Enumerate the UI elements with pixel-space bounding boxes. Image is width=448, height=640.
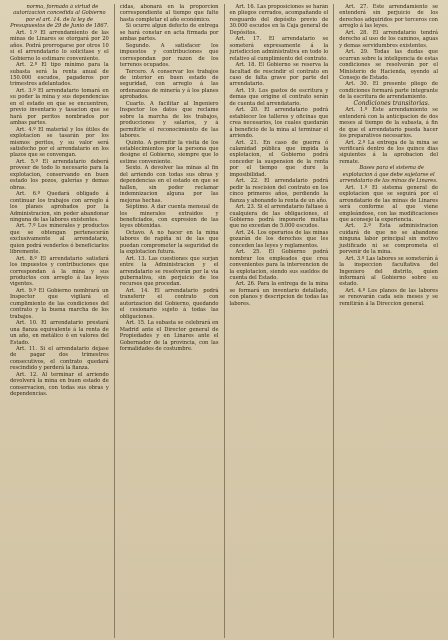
paragraph: Art. 9.º El Gobierno nombrará un Inspector que vigilará el cumplimiento de las condiciones del contrato y la buena marcha de los trabajos. [10, 287, 109, 320]
paragraph: Séptimo. A dar cuenta mensual de los minerales extraidos y beneficiados, con expresion de las leyes obtenidas. [119, 204, 219, 230]
paragraph: Art. 14. El arrendatario podrá transferir el contrato con autorizacion del Gobierno, quedando el cesionario sujeto á todas las obligaciones. [119, 287, 219, 320]
paragraph: Art. 1.º El arrendamiento de las minas de Linares se otorgará por 20 años. Podrá prorrogarse por otros 10 si el arrendatario lo solicitase y el Gobierno lo estimare conveniente. [10, 29, 109, 62]
column-4 [333, 4, 443, 638]
column-3 [224, 4, 334, 638]
paragraph: Art. 5.º El arrendatario deberá proveer de todo lo necesario para la explotacion, conservando en buen estado los pozos, galerías y demas obras. [10, 158, 109, 191]
paragraph: Art. 13. Las cuestiones que surjan entre la Administracion y el arrendatario se resolverán por la via gubernativa, sin perjuicio de los recursos que procedan. [119, 255, 219, 288]
paragraph: Art. 12. Al terminar el arriendo devolverá la mina en buen estado de conservacion, con todas sus obras y dependencias. [10, 371, 109, 398]
paragraph: Art. 21. En caso de guerra ó calamidad pública que impida la explotacion, el Gobierno podrá conceder la suspension de la renta por el tiempo que dure la imposibilidad. [229, 139, 329, 178]
section-title-bases: Bases para el sistema de explotacion á que debe sujetarse el arrendatario de las minas de Linares. [339, 165, 438, 185]
paragraph: Cuarto. A facilitar al Ingeniero Inspector los datos que reclame sobre la marcha de los trabajos, producciones y salarios, y á permitirle el reconocimiento de las labores. [119, 100, 219, 140]
paragraph: Art. 25. El Gobierno podrá nombrar los empleados que crea convenientes para la intervencion de la explotacion, siendo sus sueldos de cuenta del Estado. [229, 249, 329, 282]
paragraph: Art. 20. El arrendatario podrá establecer los talleres y oficinas que crea necesarios, los cuales quedarán á beneficio de la mina al terminar el arriendo. [229, 107, 329, 140]
paragraph: Art. 29. Todas las dudas que ocurran sobre la inteligencia de estas condiciones se resolverán por el Ministerio de Hacienda, oyendo al Consejo de Estado. [339, 49, 438, 81]
paragraph: Art. 17. El arrendatario se someterá expresamente á la jurisdiccion administrativa en todo lo relativo al cumplimiento del contrato. [229, 36, 329, 62]
column-1 [5, 4, 114, 638]
section-title-transitory: Condiciones transitorias. [353, 99, 430, 107]
column-2 [114, 4, 224, 638]
paragraph: Art. 11. Si el arrendatario dejase de pagar dos trimestres consecutivos, el contrato quedará rescindido y perderá la fianza. [10, 346, 109, 372]
text-columns [5, 4, 443, 638]
paragraph: Art. 3.º El arrendatario tomará en su poder la mina y sus dependencias en el estado en que se encuentren, previo inventario y tasacion que se hará por peritos nombrados por ambas partes. [10, 87, 109, 127]
paragraph: Art. 3.º Las labores se someterán á la inspeccion facultativa del Ingeniero del distrito, quien informará al Gobierno sobre su estado. [339, 255, 438, 288]
paragraph: Sexto. A devolver las minas al fin del arriendo con todas sus obras y dependencias en el estado en que se hallen, sin poder reclamar indemnizacion alguna por las mejoras hechas. [119, 165, 219, 204]
paragraph: Art. 2.º El tipo mínimo para la subasta será la renta anual de 150.000 escudos, pagaderos por trimestres adelantados. [10, 62, 109, 88]
paragraph: Art. 1.º El sistema general de explotacion que se seguirá por el arrendatario de las minas de Linares será conforme al que viene empleándose, con las modificaciones que aconseje la experiencia. [339, 184, 438, 223]
paragraph: Art. 2.º La entrega de la mina se verificará dentro de los quince dias siguientes á la aprobacion del remate. [339, 139, 438, 165]
paragraph: Art. 23. Si el arrendatario faltase á cualquiera de las obligaciones, el Gobierno podrá imponerle multas que no excedan de 5.000 escudos. [229, 204, 329, 230]
paragraph: Art. 7.º Los minerales y productos que se obtengan pertenecerán exclusivamente al arrendatario, quien podrá venderlos ó beneficiarlos libremente. [10, 223, 109, 256]
paragraph: Art. 22. El arrendatario podrá pedir la rescision del contrato en los cinco primeros años, perdiendo la fianza y abonando la renta de un año. [229, 178, 329, 204]
paragraph: Art. 27. Este arrendamiento se entenderá sin perjuicio de los derechos adquiridos por terceros con arreglo á las leyes. [339, 4, 438, 30]
paragraph: Art. 19. Los gastos de escritura y demas que origine el contrato serán de cuenta del arrendatario. [229, 87, 329, 107]
paragraph: Art. 6.º Quedará obligado á continuar los trabajos con arreglo á los planes aprobados por la Administracion, sin poder abandonar ninguna de las labores existentes. [10, 191, 109, 223]
paragraph: Art. 8.º El arrendatario satisfará los impuestos y contribuciones que correspondan á la mina y sus productos con arreglo á las leyes vigentes. [10, 255, 109, 288]
paragraph: Art. 1.º Este arrendamiento se entenderá con la anticipacion de dos meses al tiempo de la subasta, á fin de que el arrendatario pueda hacer los preparativos necesarios. [339, 107, 438, 140]
paragraph: Tercero. A conservar los trabajos de interior en buen estado de seguridad, con arreglo á las ordenanzas de minería y á los planes aprobados. [119, 68, 219, 101]
paragraph: Art. 26. Para la entrega de la mina se formará un inventario detallado, con planos y descripcion de todas las labores. [229, 281, 329, 307]
paragraph: Art. 4.º El material y los útiles de explotacion se tasarán por los mismos peritos, y su valor será satisfecho por el arrendatario en los plazos que se convengan. [10, 126, 109, 159]
paragraph: Art. 15. La subasta se celebrará en Madrid ante el Director general de Propiedades y en Linares ante el Gobernador de la provincia, con las formalidades de costumbre. [119, 320, 219, 353]
column-1-intro: norma, formado á virtud de autorizacion concedida al Gobierno por el art. 14. de la ley de Presupuestos de 29 de Junio de 1867. [10, 4, 109, 30]
paragraph: Quinto. A permitir la visita de los establecimientos por la persona que designe el Gobierno, siempre que lo estime conveniente. [119, 139, 219, 165]
paragraph: Si ocurre algun defecto de entrega se hará constar en acta firmada por ambas partes. [119, 23, 219, 43]
paragraph: Octavo. A no hacer en la mina labores de rapiña ni de las que puedan comprometer la seguridad de la explotacion futura. [119, 229, 219, 256]
paragraph: Art. 24. Los operarios de las minas gozarán de los derechos que les conceden las leyes y reglamentos. [229, 229, 329, 249]
paragraph: Art. 18. El Gobierno se reserva la facultad de rescindir el contrato en caso de falta grave por parte del arrendatario. [229, 62, 329, 88]
paragraph: Art. 2.º Esta administracion cuidará de que no se abandone ninguna labor principal sin motivo justificado ni se comprometa el porvenir de la mina. [339, 223, 438, 256]
paragraph: Art. 30. El presente pliego de condiciones formará parte integrante de la escritura de arrendamiento. [339, 81, 438, 101]
paragraph: Art. 16. Las proposiciones se harán en pliegos cerrados, acompañando el resguardo del depósito previo de 30.000 escudos en la Caja general de Depósitos. [229, 4, 329, 36]
paragraph: Segundo. A satisfacer los impuestos y contribuciones que correspondan por razon de los terrenos ocupados. [119, 42, 219, 69]
paragraph: Art. 10. El arrendatario prestará una fianza equivalente á la renta de un año, en metálico ó en valores del Estado. [10, 320, 109, 346]
paragraph: cidas, abonará en la proporcion correspondiente al tiempo que falte hasta completar el año económico. [119, 4, 219, 23]
paragraph: Art. 28. El arrendatario tendrá derecho al uso de los caminos, aguas y demas servidumbres existentes. [339, 29, 438, 49]
paragraph: Art. 4.º Los planos de las labores se renovarán cada seis meses y se remitirán á la Direccion general. [339, 287, 438, 307]
